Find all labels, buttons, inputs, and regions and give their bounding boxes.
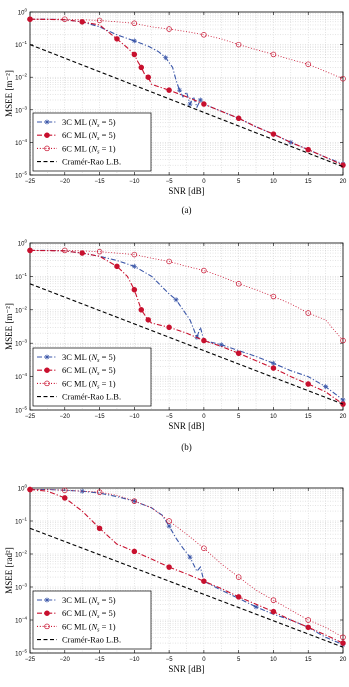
y-tick-exponent: −3 <box>21 105 27 111</box>
x-tick-label: −10 <box>129 414 140 420</box>
data-point <box>139 307 144 312</box>
data-point <box>187 555 192 560</box>
data-point <box>306 147 311 152</box>
x-tick-label: −15 <box>94 179 105 185</box>
legend-label-part: = 1) <box>99 621 116 632</box>
x-tick-label: −15 <box>94 657 105 663</box>
y-tick-label <box>15 583 27 592</box>
legend-label-part: s <box>97 371 100 378</box>
y-tick-label <box>15 105 27 114</box>
legend-label: Cramér-Rao L.B. <box>62 391 122 402</box>
legend-label-part: N <box>91 130 98 141</box>
legend-label-part: N <box>91 143 98 154</box>
legend-label-part: N <box>91 378 98 389</box>
x-tick-label: 0 <box>202 657 206 663</box>
x-tick-label: 10 <box>270 414 277 420</box>
y-tick-mantissa: 10 <box>15 651 22 658</box>
legend <box>33 591 151 649</box>
y-tick-mantissa: 10 <box>15 552 22 559</box>
x-tick-label: 10 <box>270 179 277 185</box>
y-tick-mantissa: 10 <box>15 308 22 315</box>
legend-label-part: = 5) <box>99 365 116 376</box>
data-point <box>271 366 276 371</box>
panel-caption: (b) <box>181 442 192 452</box>
legend-label-part: s <box>97 136 100 143</box>
data-point <box>271 361 276 366</box>
y-tick-mantissa: 10 <box>17 241 25 248</box>
data-point <box>167 325 172 330</box>
legend-label-part: N <box>91 352 98 362</box>
y-tick-mantissa: 10 <box>15 140 22 147</box>
y-tick-exponent: 0 <box>24 7 27 13</box>
y-tick-mantissa: 10 <box>15 341 22 348</box>
legend-label-part: 3C ML ( <box>62 595 92 605</box>
x-tick-label: 20 <box>339 657 347 663</box>
data-point <box>341 402 346 407</box>
legend-label-part: s <box>97 149 100 156</box>
y-tick-label <box>15 339 27 348</box>
y-tick-mantissa: 10 <box>15 274 22 281</box>
y-tick-exponent: −1 <box>21 271 27 277</box>
legend-label: Cramér-Rao L.B. <box>62 634 122 645</box>
data-point <box>306 625 311 630</box>
y-tick-exponent: −4 <box>21 372 27 378</box>
data-point <box>201 102 206 107</box>
data-point <box>146 75 151 80</box>
legend-label-part: s <box>97 627 100 634</box>
x-tick-label: 20 <box>339 179 347 185</box>
y-tick-label <box>15 372 27 381</box>
legend-label-part: N <box>91 117 98 127</box>
data-point <box>271 132 276 137</box>
x-tick-label: 10 <box>270 657 277 663</box>
chart-panel-3 <box>4 484 347 675</box>
data-point <box>97 526 102 531</box>
series-3 <box>28 17 346 81</box>
x-tick-label: −5 <box>165 657 173 663</box>
y-tick-label <box>15 616 27 625</box>
data-point <box>167 565 172 570</box>
x-axis-label: SNR [dB] <box>168 664 205 674</box>
data-point <box>236 351 241 356</box>
legend-label-part: s <box>97 601 100 607</box>
y-tick-label <box>15 73 27 82</box>
data-point <box>132 52 137 57</box>
data-point <box>115 36 120 41</box>
data-point <box>323 384 328 389</box>
legend-marker <box>45 355 50 360</box>
legend-label-part: s <box>97 614 100 621</box>
data-point <box>62 496 67 501</box>
y-tick-exponent: −5 <box>21 170 27 176</box>
legend-label-part: N <box>91 608 98 619</box>
y-tick-mantissa: 10 <box>15 173 22 180</box>
y-tick-exponent: −2 <box>21 549 27 555</box>
legend-label-part: s <box>97 358 100 364</box>
data-point <box>167 524 172 529</box>
legend-label-part: 6C ML ( <box>62 365 92 376</box>
legend <box>33 348 151 406</box>
y-tick-label <box>15 272 27 281</box>
legend-marker <box>45 368 50 373</box>
data-point <box>132 287 137 292</box>
x-tick-label: −5 <box>165 179 173 185</box>
y-tick-exponent: −5 <box>21 648 27 654</box>
data-point <box>132 264 137 269</box>
data-point <box>236 116 241 121</box>
x-tick-label: 15 <box>304 414 312 420</box>
y-tick-label <box>18 484 28 493</box>
legend-label-part: = 1) <box>99 378 116 389</box>
legend-label-part: N <box>91 595 98 605</box>
x-tick-label: 5 <box>236 414 241 420</box>
data-point <box>341 163 346 168</box>
chart-panel-1 <box>4 8 347 216</box>
x-tick-label: −20 <box>59 414 70 420</box>
y-tick-exponent: −1 <box>21 516 27 522</box>
legend-label-part: s <box>97 384 100 391</box>
x-tick-label: −25 <box>24 657 36 663</box>
x-tick-label: 15 <box>304 179 312 185</box>
data-point <box>271 609 276 614</box>
legend-label: Cramér-Rao L.B. <box>62 156 122 167</box>
legend <box>33 113 151 171</box>
y-tick-exponent: 0 <box>24 483 27 489</box>
legend-label-part: 3C ML ( <box>62 117 92 127</box>
y-tick-exponent: −4 <box>21 615 27 621</box>
y-tick-mantissa: 10 <box>15 75 22 82</box>
y-tick-mantissa: 10 <box>15 43 22 50</box>
legend-label-part: = 5) <box>99 608 116 619</box>
x-tick-label: −25 <box>24 179 36 185</box>
x-tick-label: −15 <box>94 414 105 420</box>
data-point <box>198 97 203 102</box>
legend-label-part: 6C ML ( <box>62 621 92 632</box>
data-point <box>201 579 206 584</box>
y-tick-label <box>15 138 27 147</box>
legend-label-part: 3C ML ( <box>62 352 92 362</box>
x-tick-label: 5 <box>236 179 241 185</box>
legend-marker <box>45 598 50 603</box>
x-tick-label: −20 <box>59 179 70 185</box>
x-tick-label: −20 <box>59 657 70 663</box>
x-tick-label: 0 <box>202 179 206 185</box>
legend-label-part: = 5) <box>99 117 116 127</box>
y-tick-mantissa: 10 <box>17 486 25 493</box>
y-tick-label <box>18 8 28 17</box>
y-tick-mantissa: 10 <box>15 375 22 382</box>
y-tick-exponent: −3 <box>21 582 27 588</box>
y-tick-exponent: −1 <box>21 40 27 46</box>
y-tick-exponent: −2 <box>21 72 27 78</box>
legend-label-part: 6C ML ( <box>62 143 92 154</box>
data-point <box>306 382 311 387</box>
x-tick-label: −10 <box>129 179 140 185</box>
x-tick-label: 0 <box>202 414 206 420</box>
data-point <box>219 342 224 347</box>
y-tick-exponent: −2 <box>21 305 27 311</box>
y-tick-label <box>15 305 27 314</box>
y-tick-exponent: −3 <box>21 338 27 344</box>
chart-panel-2 <box>4 239 347 453</box>
x-tick-label: −10 <box>129 657 140 663</box>
y-tick-mantissa: 10 <box>17 10 25 17</box>
x-tick-label: 15 <box>304 657 312 663</box>
y-tick-label <box>15 550 27 559</box>
data-point <box>288 140 293 145</box>
y-tick-label <box>15 517 27 526</box>
data-point <box>341 641 346 646</box>
legend-label-part: N <box>91 365 98 376</box>
data-point <box>115 264 120 269</box>
y-tick-mantissa: 10 <box>15 108 22 115</box>
x-tick-label: −25 <box>24 414 36 420</box>
y-tick-mantissa: 10 <box>15 618 22 625</box>
y-tick-mantissa: 10 <box>15 585 22 592</box>
y-axis-label: MSEE [rad²] <box>4 547 14 594</box>
y-axis-label: MSEE [m⁻²] <box>4 70 14 117</box>
legend-label-part: = 1) <box>99 143 116 154</box>
y-tick-exponent: 0 <box>24 238 27 244</box>
y-axis-label: MSEE [m⁻²] <box>4 303 14 350</box>
y-tick-label <box>18 239 28 248</box>
data-point <box>174 297 179 302</box>
legend-label-part: 6C ML ( <box>62 130 92 141</box>
legend-marker <box>45 133 50 138</box>
data-point <box>132 38 137 43</box>
y-tick-mantissa: 10 <box>15 519 22 526</box>
legend-label-part: 6C ML ( <box>62 378 92 389</box>
x-tick-label: 5 <box>236 657 241 663</box>
data-point <box>132 549 137 554</box>
data-point <box>167 88 172 93</box>
legend-label-part: N <box>91 621 98 632</box>
x-tick-label: −5 <box>165 414 173 420</box>
data-point <box>139 65 144 70</box>
legend-label-part: s <box>97 123 100 129</box>
data-point <box>201 338 206 343</box>
y-tick-exponent: −5 <box>21 405 27 411</box>
x-tick-label: 20 <box>339 414 347 420</box>
y-tick-mantissa: 10 <box>15 408 22 415</box>
legend-label-part: = 5) <box>99 595 116 605</box>
x-axis-label: SNR [dB] <box>168 421 205 431</box>
legend-marker <box>45 120 50 125</box>
legend-label-part: 6C ML ( <box>62 608 92 619</box>
legend-label-part: = 5) <box>99 352 116 362</box>
legend-label-part: = 5) <box>99 130 116 141</box>
legend-marker <box>45 611 50 616</box>
y-tick-exponent: −4 <box>21 137 27 143</box>
x-axis-label: SNR [dB] <box>168 186 205 196</box>
data-point <box>177 88 182 93</box>
data-point <box>146 317 151 322</box>
panel-caption: (a) <box>181 205 192 215</box>
y-tick-label <box>15 40 27 49</box>
data-point <box>163 55 168 60</box>
data-point <box>236 595 241 600</box>
